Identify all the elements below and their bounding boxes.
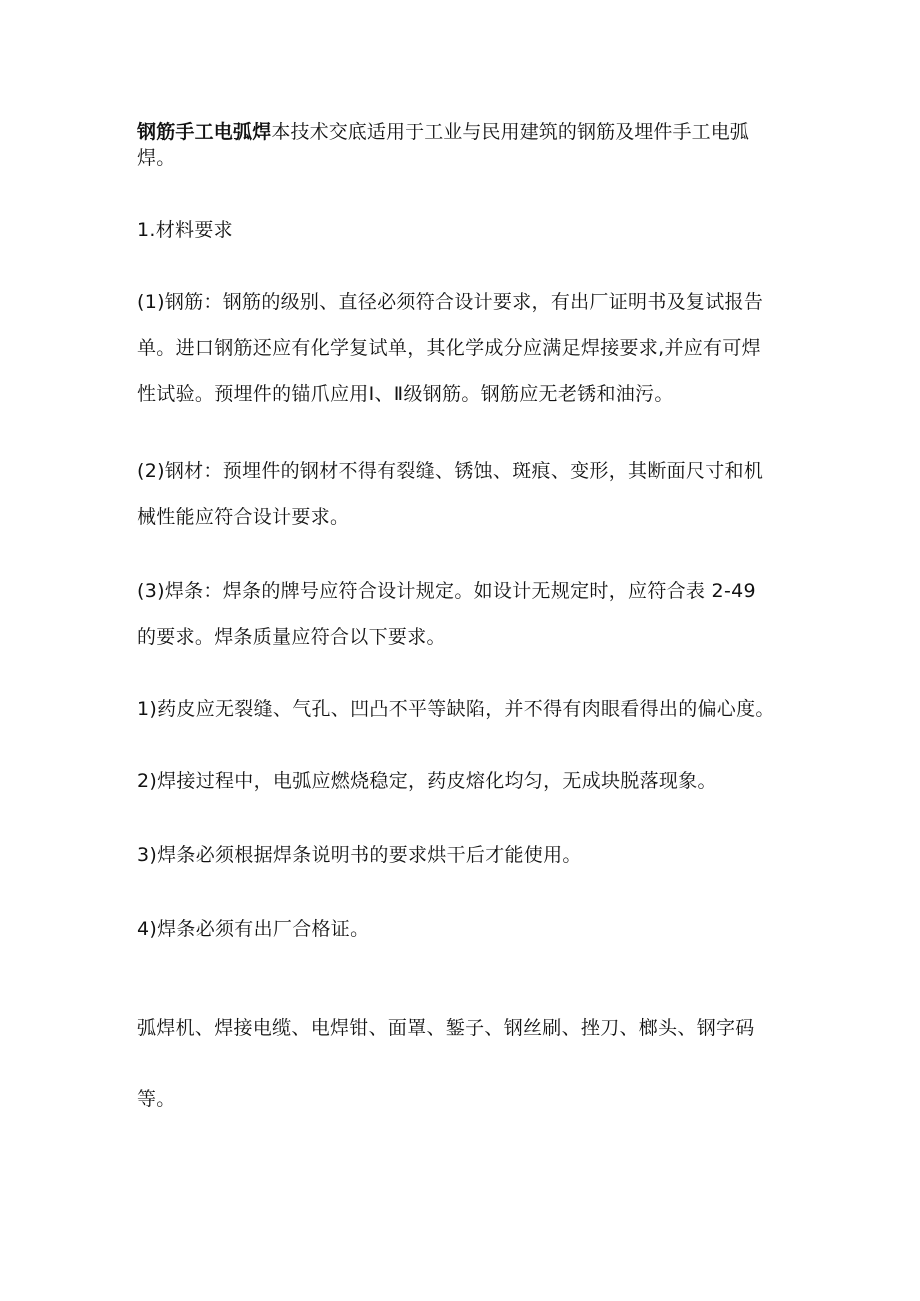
electrode-requirement-1: 1)药皮应无裂缝、气孔、凹凸不平等缺陷，并不得有肉眼看得出的偏心度。 — [137, 698, 775, 720]
steel-paragraph-line-1: (2)钢材：预埋件的钢材不得有裂缝、锈蚀、斑痕、变形，其断面尺寸和机 — [137, 460, 764, 482]
electrode-paragraph-line-2: 的要求。焊条质量应符合以下要求。 — [137, 626, 446, 648]
section-heading-materials: 1.材料要求 — [137, 219, 233, 241]
intro-line-1 — [137, 120, 797, 144]
tools-line-1: 弧焊机、焊接电缆、电焊钳、面罩、錾子、钢丝刷、挫刀、榔头、钢字码 — [137, 1017, 755, 1039]
rebar-paragraph-line-2: 单。进口钢筋还应有化学复试单，其化学成分应满足焊接要求,并应有可焊 — [137, 337, 761, 359]
electrode-paragraph-line-1: (3)焊条：焊条的牌号应符合设计规定。如设计无规定时，应符合表 2-49 — [137, 580, 756, 602]
steel-paragraph-line-2: 械性能应符合设计要求。 — [137, 506, 350, 528]
rebar-paragraph-line-1: (1)钢筋：钢筋的级别、直径必须符合设计要求，有出厂证明书及复试报告 — [137, 291, 764, 313]
tools-line-2: 等。 — [137, 1088, 176, 1110]
electrode-requirement-4: 4)焊条必须有出厂合格证。 — [137, 918, 370, 940]
intro-text: 本技术交底适用于工业与民用建筑的钢筋及埋件手工电弧 — [271, 121, 749, 143]
intro-title: 钢筋手工电弧焊 — [137, 121, 272, 143]
electrode-requirement-3: 3)焊条必须根据焊条说明书的要求烘干后才能使用。 — [137, 844, 582, 866]
electrode-requirement-2: 2)焊接过程中，电弧应燃烧稳定，药皮熔化均匀，无成块脱落现象。 — [137, 770, 717, 792]
intro-line-2: 焊。 — [137, 147, 176, 169]
rebar-paragraph-line-3: 性试验。预埋件的锚爪应用Ⅰ、Ⅱ级钢筋。钢筋应无老锈和油污。 — [137, 383, 674, 405]
